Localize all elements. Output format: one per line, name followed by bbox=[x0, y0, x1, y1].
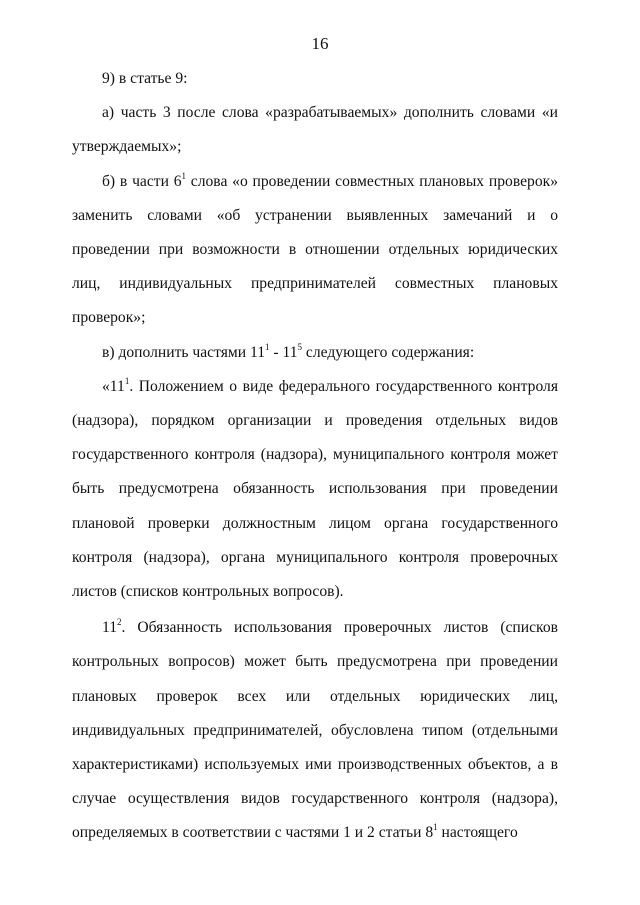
paragraph-text: в) дополнить частями 11 bbox=[102, 343, 266, 361]
paragraph-part-11-1 bbox=[72, 370, 558, 609]
paragraph-text: б) в части 6 bbox=[102, 172, 182, 190]
paragraph-text: а) часть 3 после слова «разрабатываемых» дополнить словами «и утверждаемых»; bbox=[72, 104, 558, 156]
paragraph-text: слова «о проведении совместных плановых проверок» заменить словами «об устранении выявленных замечаний и о проведении при возможности в отношении отдельных юридических лиц, индивидуальных предпринимателей совместных плановых проверок»; bbox=[72, 172, 558, 327]
superscript: 5 bbox=[297, 341, 303, 352]
superscript: 1 bbox=[433, 822, 438, 833]
paragraph-text: «11 bbox=[102, 377, 125, 395]
superscript: 1 bbox=[124, 375, 130, 386]
paragraph-part-11-2 bbox=[72, 611, 558, 850]
paragraph-item-v bbox=[72, 336, 558, 370]
superscript: 2 bbox=[117, 617, 122, 628]
paragraph-item-9 bbox=[72, 62, 558, 96]
paragraph-text: 9) в статье 9: bbox=[102, 70, 188, 87]
paragraph-item-b bbox=[72, 165, 558, 336]
page-number: 16 bbox=[311, 34, 329, 53]
superscript: 1 bbox=[265, 341, 270, 352]
paragraph-text: . Положением о виде федерального государственного контроля (надзора), порядком организации и проведения отдельных видов государственного контроля (надзора), муниципального контроля может быть предусмотрена обязанность использования при проведении плановой проверки должностным лицом органа государственного контроля (надзора), органа муниципального контроля проверочных листов (списков контрольных вопросов). bbox=[72, 377, 558, 601]
paragraph-text: 11 bbox=[102, 619, 118, 637]
paragraph-text: . Обязанность использования проверочных листов (списков контрольных вопросов) может быть предусмотрена при проведении плановых проверок всех или отдельных юридических лиц, индивидуальных предпринимателей, обусловлена типом (отдельными характеристиками) используемых ими производственных объектов, а в случае осуществления видов государственного контроля (надзора), определяемых в соответствии с частями 1 и 2 статьи 8 bbox=[72, 619, 558, 842]
paragraph-text: настоящего bbox=[437, 824, 518, 842]
superscript: 1 bbox=[181, 170, 186, 181]
paragraph-text: - 11 bbox=[269, 343, 298, 361]
paragraph-text: следующего содержания: bbox=[302, 343, 475, 361]
paragraph-item-a bbox=[72, 96, 558, 164]
document-body bbox=[72, 62, 558, 851]
